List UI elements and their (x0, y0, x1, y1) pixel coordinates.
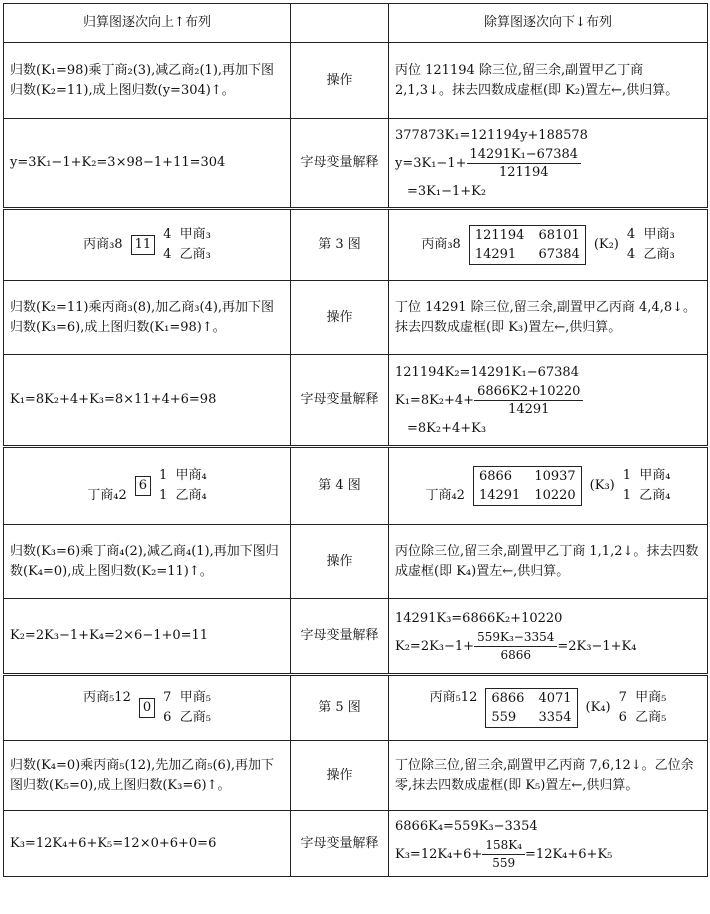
operation-left: 归数(K₄=0)乘丙商₅(12),先加乙商₅(6),再加下图归数(K₅=0),成上图归数(K₃=6)↑。 (4, 741, 291, 811)
row-label: 操作 (291, 43, 389, 119)
equation-part: =12K₄+6+K₅ (525, 846, 613, 862)
figure-left: 丁商₄2 6 1 甲商₄ 1 乙商₄ (4, 447, 291, 525)
row-label: 字母变量解释 (291, 355, 389, 447)
table-row (4, 281, 708, 355)
equation-line: 6866K₄=559K₃−3354 (395, 818, 538, 834)
k-label: (K₄) (585, 700, 611, 715)
table-row (4, 209, 708, 281)
operation-left: 归数(K₃=6)乘丁商₄(2),减乙商₄(1),再加下图归数(K₄=0),成上图归数(K₂=11)↑。 (4, 525, 291, 599)
figure-left: 丙商₅12 0 7 甲商₅ 6 乙商₅ (4, 675, 291, 741)
row-label: 操作 (291, 741, 389, 811)
fraction-numerator: 14291K₁−67384 (467, 146, 582, 164)
k-label: (K₂) (593, 237, 619, 252)
remainder-grid: 121194 68101 14291 67384 (469, 225, 586, 265)
figure-label: 第 4 图 (291, 447, 389, 525)
formula-left: K₂=2K₃−1+K₄=2×6−1+0=11 (4, 599, 291, 675)
fraction (474, 629, 557, 664)
dashed-box-value: 0 (139, 698, 155, 718)
fraction-numerator: 6866K2+10220 (474, 383, 583, 401)
quotient-name: 丙商₅12 (83, 690, 131, 705)
quotient-name: 丁商₄2 (87, 488, 127, 503)
equation-part: =2K₃−1+K₄ (557, 639, 637, 654)
equation-line: 121194K₂=14291K₁−67384 (395, 364, 579, 380)
quotient-name: 丁商₄2 (425, 488, 465, 503)
quotient-name: 丙商₃8 (421, 237, 461, 252)
remainder-grid: 6866 4071 559 3354 (485, 688, 577, 728)
table-row (4, 811, 708, 877)
fraction (467, 146, 582, 181)
figure-label: 第 5 图 (291, 675, 389, 741)
header-row (4, 4, 708, 43)
k-label: (K₃) (589, 478, 615, 493)
header-mid (291, 4, 389, 43)
equation-line: 14291K₃=6866K₂+10220 (395, 611, 563, 626)
figure-right: 丙商₅12 6866 4071 559 3354 (K₄) 7 甲商₅ 6 乙商₅ (389, 675, 708, 741)
formula-left: K₃=12K₄+6+K₅=12×0+6+0=6 (4, 811, 291, 877)
equation-line: =8K₂+4+K₃ (407, 420, 487, 436)
table-row (4, 43, 708, 119)
fraction (474, 383, 583, 418)
formula-right (389, 811, 708, 877)
row-label: 字母变量解释 (291, 119, 389, 209)
quotient-name: 丙商₃8 (83, 237, 123, 252)
formula-right (389, 119, 708, 209)
operation-left: 归数(K₂=11)乘丙商₃(8),加乙商₃(4),再加下图归数(K₃=6),成上图归数(K₁=98)↑。 (4, 281, 291, 355)
figure-left (4, 209, 291, 281)
equation-part: K₁=8K₂+4+ (395, 392, 475, 408)
equation-line: 377873K₁=121194y+188578 (395, 127, 588, 143)
quotient-value: 4 乙商₃ (163, 247, 211, 262)
table-row (4, 525, 708, 599)
figure-right: 丙商₃8 121194 68101 14291 67384 (K₂) 4 甲商₃ 4 乙商₃ (389, 209, 708, 281)
quotient-value: 4 甲商₃ (163, 227, 211, 242)
fraction-numerator: 158K₄ (482, 837, 525, 855)
row-label: 字母变量解释 (291, 811, 389, 877)
dashed-box-value: 6 (135, 476, 151, 496)
row-label: 操作 (291, 281, 389, 355)
header-left: 归算图逐次向上↑布列 (4, 4, 291, 43)
operation-left: 归数(K₁=98)乘丁商₂(3),减乙商₂(1),再加下图归数(K₂=11),成上图归数(y=304)↑。 (4, 43, 291, 119)
fraction-denominator: 559 (492, 855, 516, 870)
figure-label: 第 3 图 (291, 209, 389, 281)
algorithm-table (3, 3, 708, 877)
operation-right: 丁位 14291 除三位,留三余,副置甲乙丙商 4,4,8↓。抹去四数成虚框(即 K₃)置左←,供归算。 (389, 281, 708, 355)
operation-right: 丙位 121194 除三位,留三余,副置甲乙丁商 2,1,3↓。抹去四数成虚框(即 K₂)置左←,供归算。 (389, 43, 708, 119)
operation-right: 丙位除三位,留三余,副置甲乙丁商 1,1,2↓。抹去四数成虚框(即 K₄)置左←,供归算。 (389, 525, 708, 599)
formula-right (389, 355, 708, 447)
formula-left: y=3K₁−1+K₂=3×98−1+11=304 (4, 119, 291, 209)
row-label: 字母变量解释 (291, 599, 389, 675)
table-row (4, 599, 708, 675)
table-row (4, 447, 708, 525)
dashed-box-value: 11 (131, 235, 156, 255)
fraction-denominator: 6866 (500, 648, 531, 662)
fraction-numerator: 559K₃−3354 (474, 629, 557, 647)
quotient-name: 丙商₅12 (429, 690, 478, 705)
formula-left: K₁=8K₂+4+K₃=8×11+4+6=98 (4, 355, 291, 447)
fraction-denominator: 121194 (498, 164, 549, 180)
equation-line: =3K₁−1+K₂ (407, 183, 487, 199)
table-row (4, 741, 708, 811)
header-right: 除算图逐次向下↓布列 (389, 4, 708, 43)
table-row (4, 119, 708, 209)
table-row (4, 355, 708, 447)
fraction (482, 837, 525, 872)
remainder-grid: 6866 10937 14291 10220 (473, 466, 582, 506)
fraction-denominator: 14291 (508, 401, 550, 417)
figure-right: 丁商₄2 6866 10937 14291 10220 (K₃) 1 甲商₄ 1 乙商₄ (389, 447, 708, 525)
table-row (4, 675, 708, 741)
equation-part: K₂=2K₃−1+ (395, 639, 475, 654)
operation-right: 丁位除三位,留三余,副置甲乙丙商 7,6,12↓。乙位余零,抹去四数成虚框(即 K₅)置左←,供归算。 (389, 741, 708, 811)
equation-part: K₃=12K₄+6+ (395, 846, 483, 862)
equation-part: y=3K₁−1+ (395, 155, 467, 171)
row-label: 操作 (291, 525, 389, 599)
formula-right (389, 599, 708, 675)
